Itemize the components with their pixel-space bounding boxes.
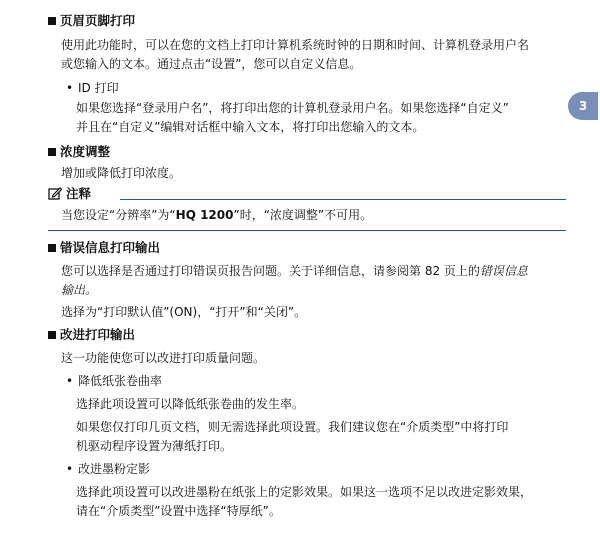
bullet-item-toner-fixing: • 改进墨粉定影 — [66, 462, 151, 476]
bullet-dot-icon: • — [66, 374, 74, 388]
paragraph-line: 请在“介质类型”设置中选择“特厚纸”。 — [76, 504, 281, 518]
note-text: 当您设定“分辨率”为“HQ 1200”时，“浓度调整”不可用。 — [61, 208, 373, 222]
paragraph-line: 机驱动程序设置为薄纸打印。 — [76, 439, 233, 453]
paragraph-line: 这一功能使您可以改进打印质量问题。 — [61, 351, 266, 365]
section-heading-density: 浓度调整 — [48, 144, 110, 160]
paragraph-line: 或您输入的文本。通过点击“设置”，您可以自定义信息。 — [61, 57, 362, 71]
square-bullet-icon — [48, 148, 56, 156]
paragraph-line: 如果您仅打印几页文档，则无需选择此项设置。我们建议您在“介质类型”中将打印 — [76, 420, 509, 434]
bullet-dot-icon: • — [66, 81, 74, 95]
chapter-tab: 3 — [568, 92, 598, 120]
square-bullet-icon — [48, 17, 56, 25]
section-heading-improve-output: 改进打印输出 — [48, 327, 135, 343]
note-top-rule — [120, 199, 566, 200]
paragraph-line: 如果您选择“登录用户名”，将打印出您的计算机登录用户名。如果您选择“自定义” — [76, 101, 509, 115]
square-bullet-icon — [48, 331, 56, 339]
pencil-note-icon — [48, 186, 62, 200]
square-bullet-icon — [48, 244, 56, 252]
note-title: 注释 — [66, 186, 92, 201]
section-heading-header-footer: 页眉页脚打印 — [48, 13, 135, 29]
paragraph-line: 您可以选择是否通过打印错误页报告问题。关于详细信息，请参阅第 82 页上的错误信息 — [61, 264, 528, 278]
cross-reference-link-continued[interactable]: 输出。 — [61, 283, 98, 297]
paragraph-line: 使用此功能时，可以在您的文档上打印计算机系统时钟的日期和时间、计算机登录用户名 — [61, 38, 530, 52]
bullet-item-reduce-curl: • 降低纸张卷曲率 — [66, 374, 163, 388]
paragraph-line: 增加或降低打印浓度。 — [61, 166, 182, 180]
note-bottom-rule — [48, 230, 566, 231]
paragraph-line: 并且在“自定义”编辑对话框中输入文本，将打印出您输入的文本。 — [76, 120, 425, 134]
paragraph-line: 选择此项设置可以降低纸张卷曲的发生率。 — [76, 397, 305, 411]
cross-reference-link[interactable]: 错误信息 — [479, 264, 528, 278]
bullet-item-id-print: • ID 打印 — [66, 81, 119, 95]
paragraph-line: 选择此项设置可以改进墨粉在纸张上的定影效果。如果这一选项不足以改进定影效果， — [76, 485, 533, 499]
bullet-dot-icon: • — [66, 462, 74, 476]
section-heading-error-print: 错误信息打印输出 — [48, 240, 160, 256]
paragraph-line: 选择为“打印默认值”(ON)，“打开”和“关闭”。 — [61, 305, 307, 319]
